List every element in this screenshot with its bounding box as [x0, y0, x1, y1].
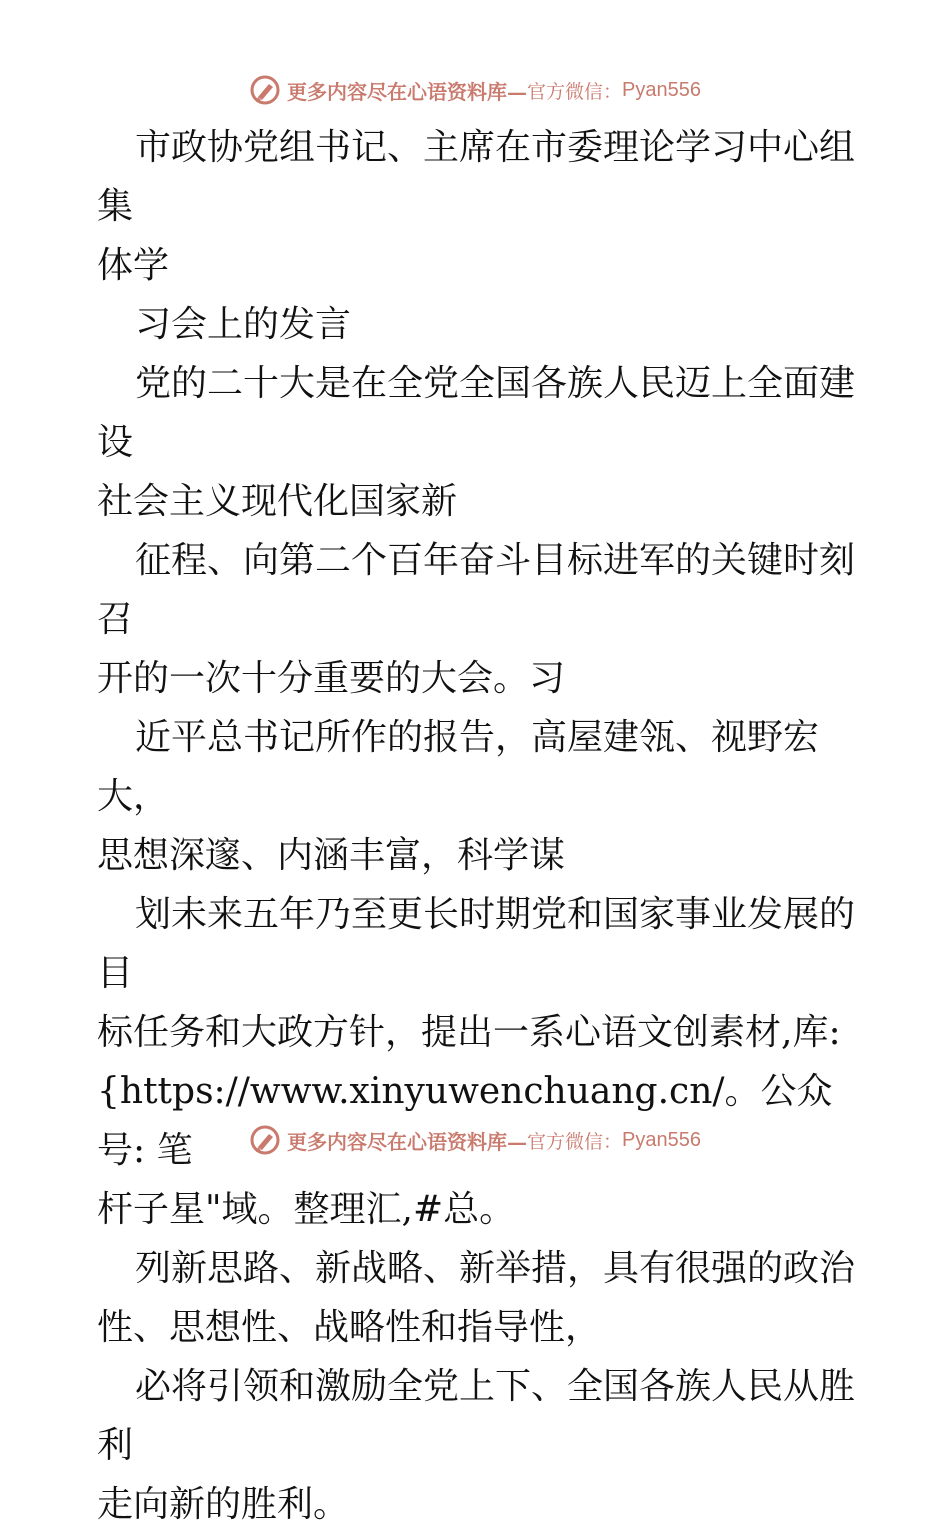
- banner-site-text: 更多内容尽在心语资料库—: [287, 1129, 527, 1154]
- paragraph-first-line: 党的二十大是在全党全国各族人民迈上全面建设: [97, 363, 856, 463]
- paragraph-continuation: 开的一次十分重要的大会。习: [97, 658, 566, 699]
- paragraph-first-line: 征程、向第二个百年奋斗目标进军的关键时刻召: [97, 540, 856, 640]
- paragraph-continuation: 思想深邃、内涵丰富，科学谋: [97, 835, 566, 876]
- paragraph: [97, 885, 867, 1239]
- paragraph: [97, 354, 867, 531]
- banner-site-text: 更多内容尽在心语资料库—: [287, 79, 527, 104]
- paragraph-continuation: 走向新的胜利。: [97, 1484, 350, 1525]
- paragraph-continuation: 性、思想性、战略性和指导性，: [97, 1307, 602, 1348]
- pen-logo-icon: [249, 74, 281, 106]
- footer-banner: [0, 1120, 950, 1160]
- paragraph-continuation: 标任务和大政方针，提出一系心语文创素材,库:: [97, 1012, 841, 1053]
- paragraph: [97, 708, 867, 885]
- paragraph-first-line: 划未来五年乃至更长时期党和国家事业发展的目: [97, 894, 856, 994]
- paragraph: [97, 295, 867, 354]
- header-banner: [0, 70, 950, 110]
- banner-wechat-id: Pyan556: [622, 78, 701, 101]
- paragraph-continuation: {https://www.xinyuwenchuang.cn/。公众号: 笔: [97, 1071, 833, 1171]
- banner-wechat-id: Pyan556: [622, 1128, 701, 1151]
- paragraph-continuation: 杆子星"域。整理汇,#总。: [97, 1189, 516, 1230]
- paragraph-first-line: 市政协党组书记、主席在市委理论学习中心组集: [97, 127, 856, 227]
- banner-wechat-label: 官方微信：: [527, 1130, 623, 1153]
- paragraph: [97, 118, 867, 295]
- paragraph-first-line: 必将引领和激励全党上下、全国各族人民从胜利: [97, 1366, 856, 1466]
- paragraph-first-line: 列新思路、新战略、新举措，具有很强的政治: [135, 1248, 856, 1289]
- paragraph: [97, 1357, 867, 1534]
- paragraph-continuation: 社会主义现代化国家新: [97, 481, 458, 522]
- paragraph-continuation: 体学: [97, 245, 170, 286]
- document-body: [97, 118, 867, 1534]
- pen-logo-icon: [249, 1124, 281, 1156]
- paragraph-first-line: 习会上的发言: [135, 304, 352, 345]
- paragraph: [97, 1239, 867, 1357]
- paragraph-first-line: 近平总书记所作的报告，高屋建瓴、视野宏大，: [97, 717, 820, 817]
- banner-wechat-label: 官方微信：: [527, 80, 623, 103]
- paragraph: [97, 531, 867, 708]
